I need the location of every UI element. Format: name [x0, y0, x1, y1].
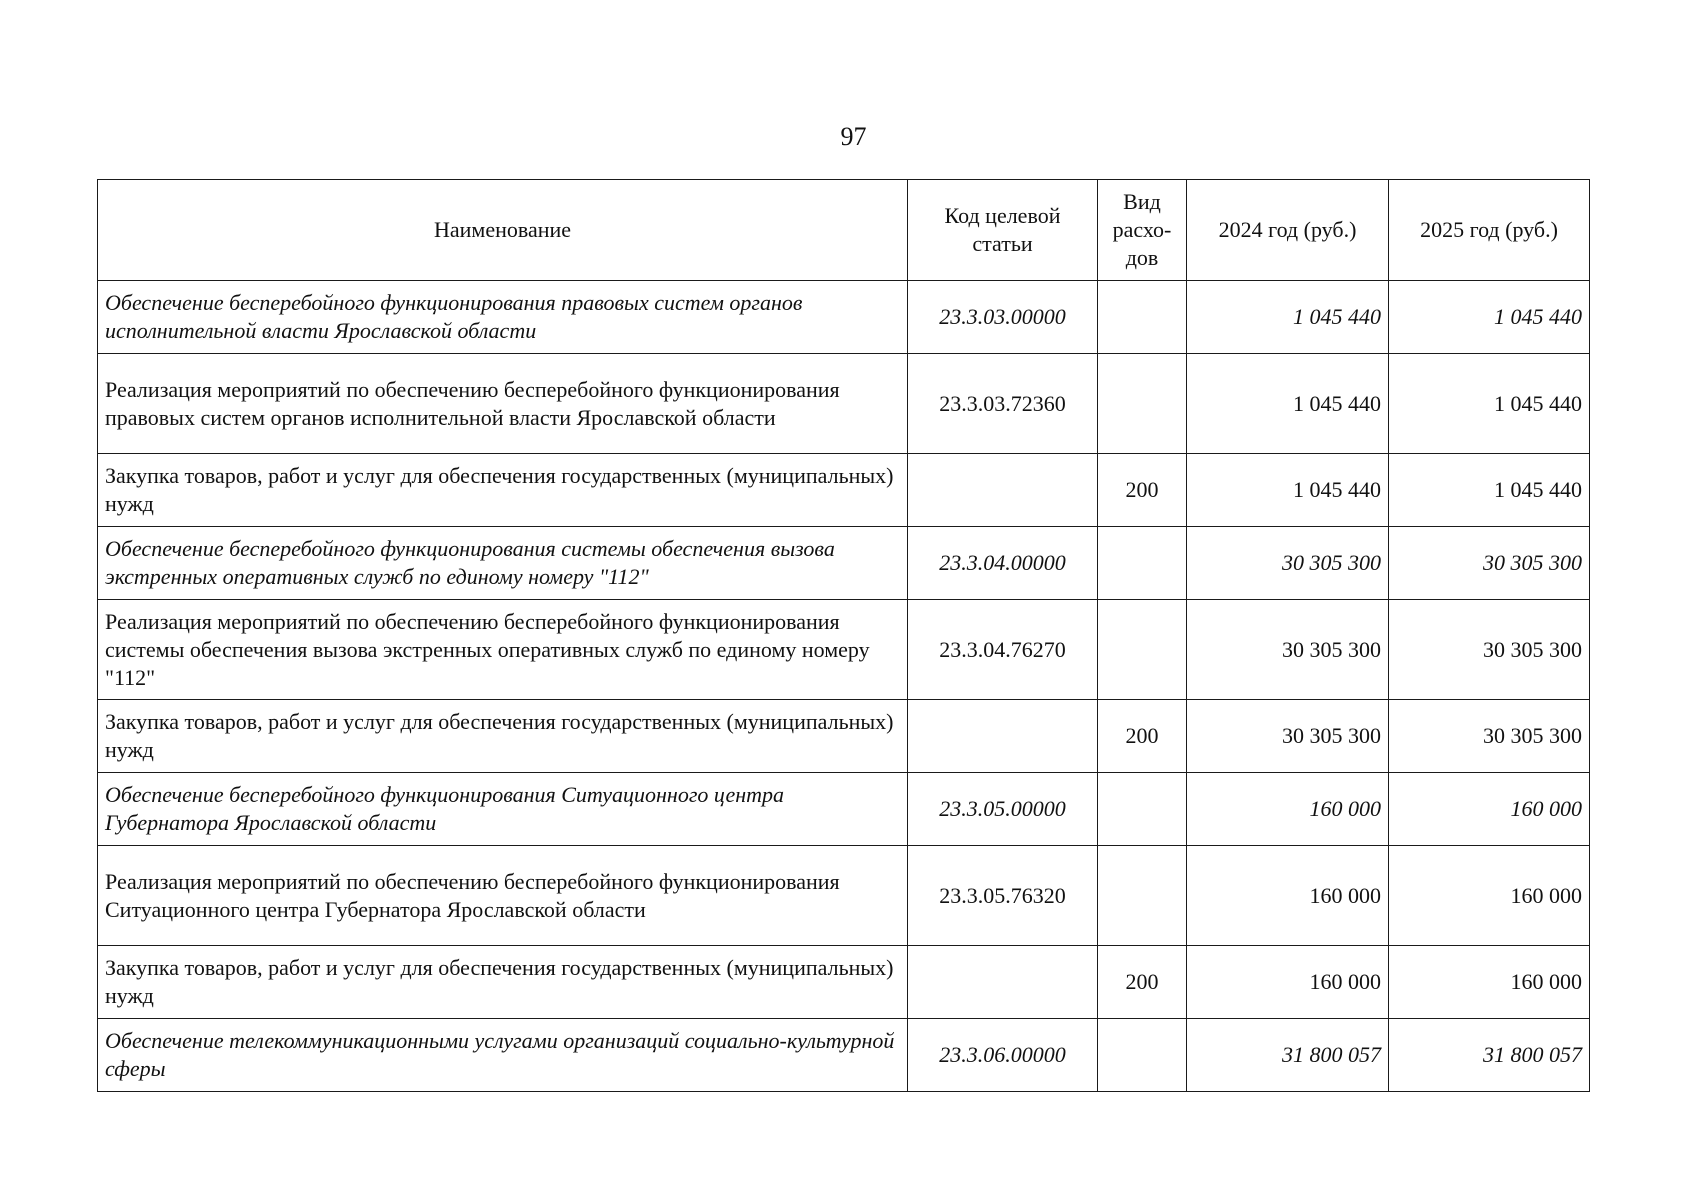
table-row: [98, 281, 1590, 354]
row-kind: 200: [1098, 946, 1187, 1019]
table-row: [98, 846, 1590, 946]
row-code: [908, 946, 1098, 1019]
row-2024: 1 045 440: [1187, 354, 1389, 454]
row-name: Реализация мероприятий по обеспечению бесперебойного функционирования системы обеспечения вызова экстренных оперативных служб по единому номеру "112": [98, 600, 908, 700]
table-row: [98, 600, 1590, 700]
table-row: [98, 527, 1590, 600]
row-kind: [1098, 773, 1187, 846]
row-2024: 1 045 440: [1187, 281, 1389, 354]
row-2025: 1 045 440: [1389, 281, 1590, 354]
row-code: 23.3.05.76320: [908, 846, 1098, 946]
row-2025: 160 000: [1389, 773, 1590, 846]
row-code: 23.3.06.00000: [908, 1019, 1098, 1092]
row-name: Обеспечение бесперебойного функционирования правовых систем органов исполнительной власти Ярославской области: [98, 281, 908, 354]
row-2024: 30 305 300: [1187, 700, 1389, 773]
row-kind: 200: [1098, 454, 1187, 527]
row-2025: 160 000: [1389, 946, 1590, 1019]
row-code: 23.3.04.76270: [908, 600, 1098, 700]
table-row: [98, 1019, 1590, 1092]
budget-table: [97, 179, 1590, 1092]
row-2025: 1 045 440: [1389, 454, 1590, 527]
header-2025: 2025 год (руб.): [1389, 180, 1590, 281]
row-2024: 160 000: [1187, 946, 1389, 1019]
row-code: 23.3.05.00000: [908, 773, 1098, 846]
row-2025: 30 305 300: [1389, 600, 1590, 700]
row-code: [908, 700, 1098, 773]
row-2025: 160 000: [1389, 846, 1590, 946]
row-2025: 1 045 440: [1389, 354, 1590, 454]
row-code: 23.3.03.00000: [908, 281, 1098, 354]
row-kind: 200: [1098, 700, 1187, 773]
row-2024: 30 305 300: [1187, 600, 1389, 700]
row-kind: [1098, 600, 1187, 700]
row-2024: 160 000: [1187, 846, 1389, 946]
row-kind: [1098, 354, 1187, 454]
row-2024: 160 000: [1187, 773, 1389, 846]
table-row: [98, 773, 1590, 846]
row-code: 23.3.04.00000: [908, 527, 1098, 600]
row-name: Закупка товаров, работ и услуг для обеспечения государственных (муниципальных) нужд: [98, 700, 908, 773]
header-2024: 2024 год (руб.): [1187, 180, 1389, 281]
table-row: [98, 354, 1590, 454]
row-2025: 30 305 300: [1389, 527, 1590, 600]
row-name: Реализация мероприятий по обеспечению бесперебойного функционирования правовых систем органов исполнительной власти Ярославской области: [98, 354, 908, 454]
row-kind: [1098, 846, 1187, 946]
row-kind: [1098, 281, 1187, 354]
row-code: 23.3.03.72360: [908, 354, 1098, 454]
row-name: Закупка товаров, работ и услуг для обеспечения государственных (муниципальных) нужд: [98, 454, 908, 527]
row-name: Обеспечение бесперебойного функционирования Ситуационного центра Губернатора Ярославской области: [98, 773, 908, 846]
row-name: Реализация мероприятий по обеспечению бесперебойного функционирования Ситуационного центра Губернатора Ярославской области: [98, 846, 908, 946]
header-kind: Вид расхо-дов: [1098, 180, 1187, 281]
row-2024: 31 800 057: [1187, 1019, 1389, 1092]
row-name: Обеспечение телекоммуникационными услугами организаций социально-культурной сферы: [98, 1019, 908, 1092]
table-row: [98, 946, 1590, 1019]
row-2024: 30 305 300: [1187, 527, 1389, 600]
header-name: Наименование: [98, 180, 908, 281]
page-number: 97: [840, 122, 867, 151]
row-name: Закупка товаров, работ и услуг для обеспечения государственных (муниципальных) нужд: [98, 946, 908, 1019]
row-name: Обеспечение бесперебойного функционирования системы обеспечения вызова экстренных оперативных служб по единому номеру "112": [98, 527, 908, 600]
row-kind: [1098, 1019, 1187, 1092]
table-row: [98, 454, 1590, 527]
table-header-row: [98, 180, 1590, 281]
row-2025: 30 305 300: [1389, 700, 1590, 773]
row-code: [908, 454, 1098, 527]
table-row: [98, 700, 1590, 773]
header-code: Код целевой статьи: [908, 180, 1098, 281]
row-2025: 31 800 057: [1389, 1019, 1590, 1092]
row-2024: 1 045 440: [1187, 454, 1389, 527]
row-kind: [1098, 527, 1187, 600]
